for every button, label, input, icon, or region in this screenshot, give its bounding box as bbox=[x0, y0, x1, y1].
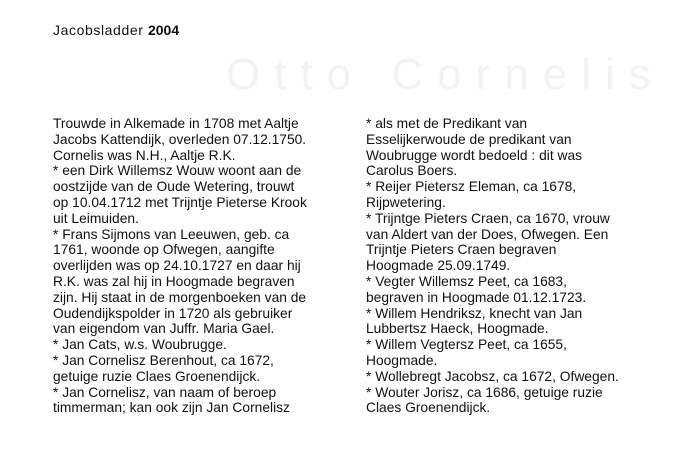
text-line: Trijntje Pieters Craen begraven bbox=[366, 242, 557, 258]
text-line: * Willem Hendriksz, knecht van Jan bbox=[366, 305, 583, 321]
text-line: van Aldert van der Does, Ofwegen. Een bbox=[366, 226, 609, 242]
text-line: Woubrugge wordt bedoeld : dit was bbox=[366, 147, 583, 163]
right-column bbox=[366, 116, 676, 416]
page-header bbox=[53, 22, 179, 38]
text-line: * Reijer Pietersz Eleman, ca 1678, bbox=[366, 179, 577, 195]
text-line: overlijden was op 24.10.1727 en daar hij bbox=[53, 258, 301, 274]
text-line: Cornelis was N.H., Aaltje R.K. bbox=[53, 147, 236, 163]
series-title: Jacobsladder bbox=[53, 22, 144, 38]
text-line: * Trijntge Pieters Craen, ca 1670, vrouw bbox=[366, 210, 610, 226]
text-line: * Wouter Jorisz, ca 1686, getuige ruzie bbox=[366, 384, 603, 400]
text-line: timmerman; kan ook zijn Jan Cornelisz bbox=[53, 400, 290, 416]
text-line: Jacobs Kattendijk, overleden 07.12.1750. bbox=[53, 131, 307, 147]
text-line: * Vegter Willemsz Peet, ca 1683, bbox=[366, 273, 567, 289]
text-line: Lubbertsz Haeck, Hoogmade. bbox=[366, 321, 549, 337]
text-line: 1761, woonde op Ofwegen, aangifte bbox=[53, 242, 275, 258]
text-line: Carolus Boers. bbox=[366, 163, 458, 179]
text-line: Oudendijkspolder in 1720 als gebruiker bbox=[53, 305, 293, 321]
text-line: Hoogmade. bbox=[366, 352, 438, 368]
series-year: 2004 bbox=[147, 22, 180, 38]
text-line: * Wollebregt Jacobsz, ca 1672, Ofwegen. bbox=[366, 368, 619, 384]
text-line: op 10.04.1712 met Trijntje Pieterse Krook bbox=[53, 194, 307, 210]
watermark-name: Otto Cornelis bbox=[226, 50, 665, 99]
text-line: begraven in Hoogmade 01.12.1723. bbox=[366, 289, 587, 305]
text-line: * een Dirk Willemsz Wouw woont aan de bbox=[53, 163, 302, 179]
text-line: van eigendom van Juffr. Maria Gael. bbox=[53, 321, 275, 337]
text-line: zijn. Hij staat in de morgenboeken van de bbox=[53, 289, 307, 305]
text-line: Rijpwetering. bbox=[366, 194, 446, 210]
text-line: * als met de Predikant van bbox=[366, 116, 528, 131]
text-line: R.K. was zal hij in Hoogmade begraven bbox=[53, 273, 295, 289]
text-line: Claes Groenendijck. bbox=[366, 400, 491, 416]
text-line: Hoogmade 25.09.1749. bbox=[366, 258, 511, 274]
text-line: uit Leimuiden. bbox=[53, 210, 139, 226]
text-line: Esselijkerwoude de predikant van bbox=[366, 131, 572, 147]
text-line: * Jan Cornelisz, van naam of beroep bbox=[53, 384, 277, 400]
text-line: * Jan Cats, w.s. Woubrugge. bbox=[53, 337, 227, 353]
text-line: oostzijde van de Oude Wetering, trouwt bbox=[53, 179, 295, 195]
text-line: * Jan Cornelisz Berenhout, ca 1672, bbox=[53, 352, 274, 368]
text-line: * Frans Sijmons van Leeuwen, geb. ca bbox=[53, 226, 290, 242]
left-column bbox=[53, 116, 353, 416]
text-line: Trouwde in Alkemade in 1708 met Aaltje bbox=[53, 116, 299, 131]
text-line: getuige ruzie Claes Groenendijck. bbox=[53, 368, 261, 384]
text-line: * Willem Vegtersz Peet, ca 1655, bbox=[366, 337, 567, 353]
